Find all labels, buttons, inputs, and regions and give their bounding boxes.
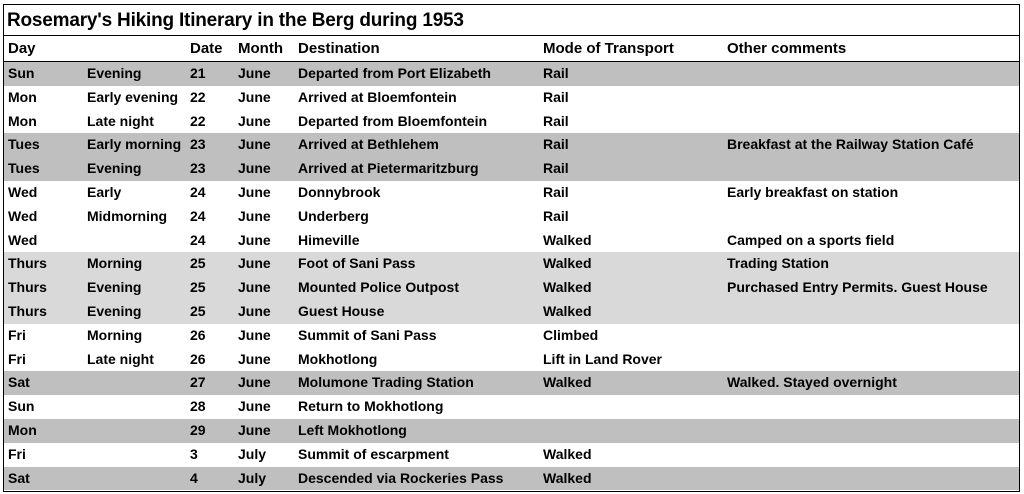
header-destination: Destination (298, 40, 380, 57)
header-day: Day (8, 40, 36, 57)
row-date: 24 (190, 183, 206, 200)
row-other-comments: Walked. Stayed overnight (727, 374, 897, 391)
row-day: Mon (8, 88, 37, 105)
row-month: June (238, 326, 271, 343)
row-day: Wed (8, 231, 38, 248)
row-time-of-day: Early evening (87, 88, 179, 105)
row-month: June (238, 350, 271, 367)
row-month: June (238, 231, 271, 248)
table-row (4, 419, 1019, 443)
row-day: Thurs (8, 302, 47, 319)
row-mode-of-transport: Walked (543, 469, 592, 486)
row-time-of-day: Morning (87, 326, 143, 343)
table-row (4, 62, 1019, 86)
row-date: 26 (190, 326, 206, 343)
row-date: 23 (190, 160, 206, 177)
row-date: 23 (190, 136, 206, 153)
row-month: June (238, 421, 271, 438)
sheet-title: Rosemary's Hiking Itinerary in the Berg during 1953 (4, 5, 1019, 36)
row-destination: Himeville (298, 231, 360, 248)
row-time-of-day: Evening (87, 160, 142, 177)
row-date: 25 (190, 302, 206, 319)
row-month: June (238, 112, 271, 129)
row-destination: Mounted Police Outpost (298, 279, 459, 296)
itinerary-rows (4, 62, 1019, 490)
table-row (4, 467, 1019, 491)
row-mode-of-transport: Walked (543, 302, 592, 319)
table-row (4, 110, 1019, 134)
table-row (4, 133, 1019, 157)
row-destination: Mokhotlong (298, 350, 378, 367)
table-row (4, 86, 1019, 110)
row-day: Mon (8, 112, 37, 129)
row-time-of-day: Evening (87, 65, 142, 81)
row-day: Sun (8, 398, 35, 415)
row-date: 22 (190, 88, 206, 105)
row-destination: Donnybrook (298, 183, 381, 200)
header-mode-of-transport: Mode of Transport (543, 40, 674, 57)
row-destination: Summit of Sani Pass (298, 326, 437, 343)
table-row (4, 276, 1019, 300)
row-time-of-day: Evening (87, 302, 142, 319)
row-month: June (238, 136, 271, 153)
row-day: Wed (8, 183, 38, 200)
row-mode-of-transport: Walked (543, 374, 592, 391)
row-mode-of-transport: Lift in Land Rover (543, 350, 662, 367)
row-destination: Foot of Sani Pass (298, 255, 416, 272)
table-row (4, 443, 1019, 467)
row-other-comments: Purchased Entry Permits. Guest House (727, 279, 988, 296)
row-month: June (238, 374, 271, 391)
row-mode-of-transport: Walked (543, 255, 592, 272)
table-row (4, 181, 1019, 205)
table-row (4, 205, 1019, 229)
row-destination: Underberg (298, 207, 369, 224)
row-time-of-day: Midmorning (87, 207, 168, 224)
row-mode-of-transport: Rail (543, 136, 569, 153)
row-mode-of-transport: Rail (543, 160, 569, 177)
row-other-comments: Breakfast at the Railway Station Café (727, 136, 974, 153)
row-day: Sun (8, 65, 35, 81)
row-time-of-day: Early morning (87, 136, 182, 153)
row-month: June (238, 65, 271, 81)
row-time-of-day: Late night (87, 112, 154, 129)
row-month: June (238, 160, 271, 177)
row-mode-of-transport: Walked (543, 231, 592, 248)
table-row (4, 348, 1019, 372)
row-destination: Departed from Bloemfontein (298, 112, 488, 129)
row-date: 24 (190, 231, 206, 248)
row-destination: Molumone Trading Station (298, 374, 474, 391)
row-mode-of-transport: Walked (543, 279, 592, 296)
header-month: Month (238, 40, 283, 57)
row-date: 4 (190, 469, 198, 486)
row-day: Tues (8, 136, 40, 153)
row-day: Tues (8, 160, 40, 177)
row-day: Thurs (8, 279, 47, 296)
row-other-comments: Trading Station (727, 255, 829, 272)
row-month: June (238, 255, 271, 272)
header-other-comments: Other comments (727, 40, 847, 57)
row-date: 29 (190, 421, 206, 438)
row-date: 21 (190, 65, 206, 81)
table-row (4, 252, 1019, 276)
row-month: June (238, 88, 271, 105)
row-month: July (238, 445, 267, 462)
row-day: Sat (8, 469, 30, 486)
row-destination: Left Mokhotlong (298, 421, 407, 438)
row-month: June (238, 207, 271, 224)
row-destination: Arrived at Pietermaritzburg (298, 160, 479, 177)
table-row (4, 371, 1019, 395)
row-mode-of-transport: Rail (543, 65, 569, 81)
row-mode-of-transport: Walked (543, 445, 592, 462)
row-mode-of-transport: Rail (543, 183, 569, 200)
row-date: 26 (190, 350, 206, 367)
row-mode-of-transport: Climbed (543, 326, 599, 343)
row-date: 22 (190, 112, 206, 129)
row-destination: Return to Mokhotlong (298, 398, 444, 415)
row-time-of-day: Late night (87, 350, 154, 367)
table-row (4, 229, 1019, 253)
row-mode-of-transport: Rail (543, 88, 569, 105)
row-destination: Descended via Rockeries Pass (298, 469, 504, 486)
row-mode-of-transport: Rail (543, 207, 569, 224)
table-row (4, 300, 1019, 324)
row-date: 28 (190, 398, 206, 415)
row-day: Fri (8, 326, 26, 343)
table-row (4, 324, 1019, 348)
row-time-of-day: Evening (87, 279, 142, 296)
row-time-of-day: Morning (87, 255, 143, 272)
row-date: 25 (190, 279, 206, 296)
row-time-of-day: Early (87, 183, 122, 200)
row-date: 24 (190, 207, 206, 224)
row-other-comments: Early breakfast on station (727, 183, 899, 200)
row-day: Mon (8, 421, 37, 438)
row-day: Wed (8, 207, 38, 224)
row-month: June (238, 279, 271, 296)
row-date: 3 (190, 445, 198, 462)
row-other-comments: Camped on a sports field (727, 231, 895, 248)
row-day: Fri (8, 350, 26, 367)
row-date: 25 (190, 255, 206, 272)
row-destination: Arrived at Bloemfontein (298, 88, 457, 105)
row-day: Thurs (8, 255, 47, 272)
row-date: 27 (190, 374, 206, 391)
table-row (4, 157, 1019, 181)
row-month: July (238, 469, 267, 486)
row-month: June (238, 183, 271, 200)
table-row (4, 395, 1019, 419)
itinerary-sheet (3, 4, 1020, 492)
row-mode-of-transport: Rail (543, 112, 569, 129)
row-destination: Departed from Port Elizabeth (298, 65, 491, 81)
row-destination: Summit of escarpment (298, 445, 449, 462)
row-day: Sat (8, 374, 30, 391)
header-row (4, 36, 1019, 62)
header-date: Date (190, 40, 223, 57)
row-month: June (238, 398, 271, 415)
row-destination: Arrived at Bethlehem (298, 136, 439, 153)
row-day: Fri (8, 445, 26, 462)
row-destination: Guest House (298, 302, 385, 319)
row-month: June (238, 302, 271, 319)
